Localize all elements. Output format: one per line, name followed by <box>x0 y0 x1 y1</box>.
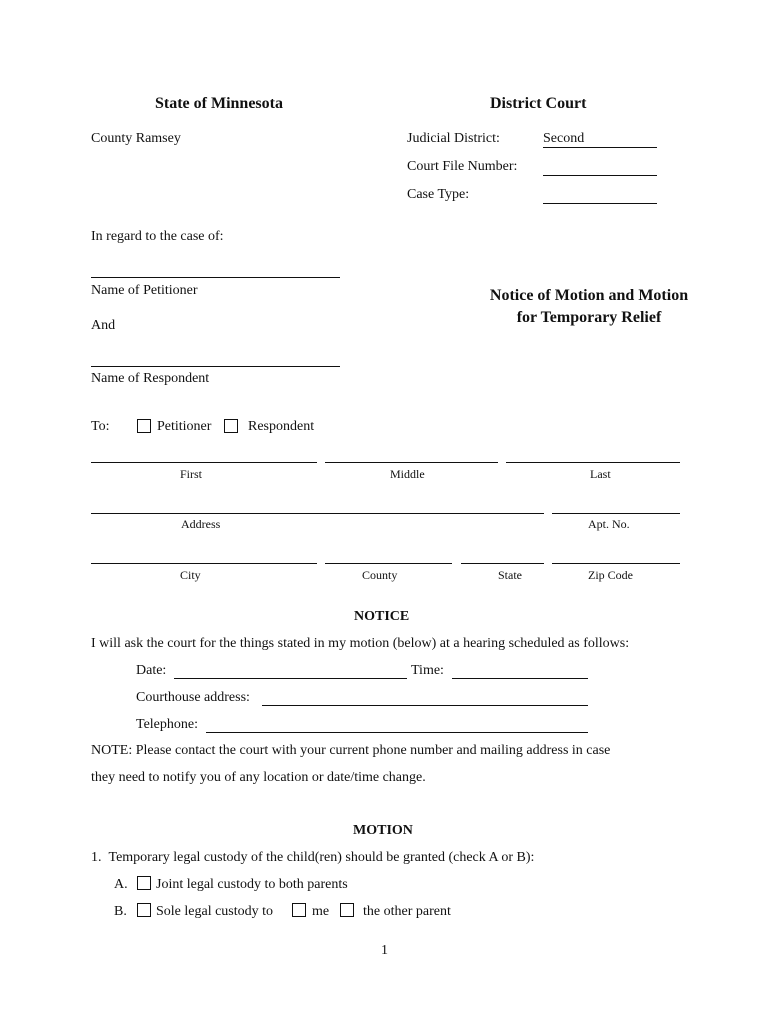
respondent-option-label: Respondent <box>248 419 315 434</box>
page-number: 1 <box>381 943 388 958</box>
motion-item-1: 1. Temporary legal custody of the child(ren) should be granted (check A or B): <box>91 850 535 865</box>
court-heading: District Court <box>490 95 587 112</box>
judicial-district-field[interactable] <box>543 147 657 148</box>
last-label: Last <box>590 467 611 481</box>
judicial-district-value: Second <box>543 131 585 146</box>
me-checkbox[interactable] <box>292 903 306 917</box>
option-a-letter: A. <box>114 877 128 892</box>
document-title-line2: for Temporary Relief <box>516 309 662 326</box>
address-label: Address <box>181 517 221 531</box>
notice-heading: NOTICE <box>354 609 410 624</box>
note-line1: NOTE: Please contact the court with your current phone number and mailing address in case <box>91 743 611 758</box>
state-field[interactable] <box>461 563 544 564</box>
petitioner-checkbox[interactable] <box>137 419 151 433</box>
date-field[interactable] <box>174 678 407 679</box>
case-type-field[interactable] <box>543 203 657 204</box>
note-line2: they need to notify you of any location or date/time change. <box>91 770 426 785</box>
state-label: State <box>498 568 522 582</box>
middle-label: Middle <box>390 467 425 481</box>
respondent-name-field[interactable] <box>91 366 340 367</box>
case-type-label: Case Type: <box>407 187 470 202</box>
and-text: And <box>91 318 116 333</box>
option-a-text: Joint legal custody to both parents <box>156 877 348 892</box>
respondent-label: Name of Respondent <box>91 371 210 386</box>
first-name-field[interactable] <box>91 462 317 463</box>
petitioner-name-field[interactable] <box>91 277 340 278</box>
motion-heading: MOTION <box>353 823 413 838</box>
county-label: County Ramsey <box>91 131 181 146</box>
state-heading: State of Minnesota <box>155 95 283 112</box>
time-field[interactable] <box>452 678 588 679</box>
judicial-district-label: Judicial District: <box>407 131 500 146</box>
respondent-checkbox[interactable] <box>224 419 238 433</box>
first-label: First <box>180 467 203 481</box>
courthouse-label: Courthouse address: <box>136 690 250 705</box>
city-label: City <box>180 568 201 582</box>
other-parent-checkbox[interactable] <box>340 903 354 917</box>
zip-label: Zip Code <box>588 568 633 582</box>
petitioner-label: Name of Petitioner <box>91 283 198 298</box>
option-b-text: Sole legal custody to <box>156 904 274 919</box>
joint-custody-checkbox[interactable] <box>137 876 151 890</box>
notice-intro: I will ask the court for the things stated in my motion (below) at a hearing scheduled as follows: <box>91 636 630 651</box>
document-title-line1: Notice of Motion and Motion <box>489 287 689 304</box>
court-file-number-label: Court File Number: <box>407 159 518 174</box>
last-name-field[interactable] <box>506 462 680 463</box>
city-field[interactable] <box>91 563 317 564</box>
petitioner-option-label: Petitioner <box>157 419 212 434</box>
sole-custody-checkbox[interactable] <box>137 903 151 917</box>
telephone-field[interactable] <box>206 732 588 733</box>
county-field-label: County <box>362 568 398 582</box>
date-label: Date: <box>136 663 167 678</box>
option-b-me: me <box>312 904 330 919</box>
telephone-label: Telephone: <box>136 717 198 732</box>
option-b-letter: B. <box>114 904 127 919</box>
time-label: Time: <box>411 663 444 678</box>
county-field[interactable] <box>325 563 452 564</box>
middle-name-field[interactable] <box>325 462 498 463</box>
regard-text: In regard to the case of: <box>91 229 224 244</box>
apt-field[interactable] <box>552 513 680 514</box>
apt-label: Apt. No. <box>588 517 630 531</box>
courthouse-field[interactable] <box>262 705 588 706</box>
zip-field[interactable] <box>552 563 680 564</box>
court-file-number-field[interactable] <box>543 175 657 176</box>
address-field[interactable] <box>91 513 544 514</box>
to-label: To: <box>91 419 110 434</box>
option-b-other: the other parent <box>363 904 451 919</box>
